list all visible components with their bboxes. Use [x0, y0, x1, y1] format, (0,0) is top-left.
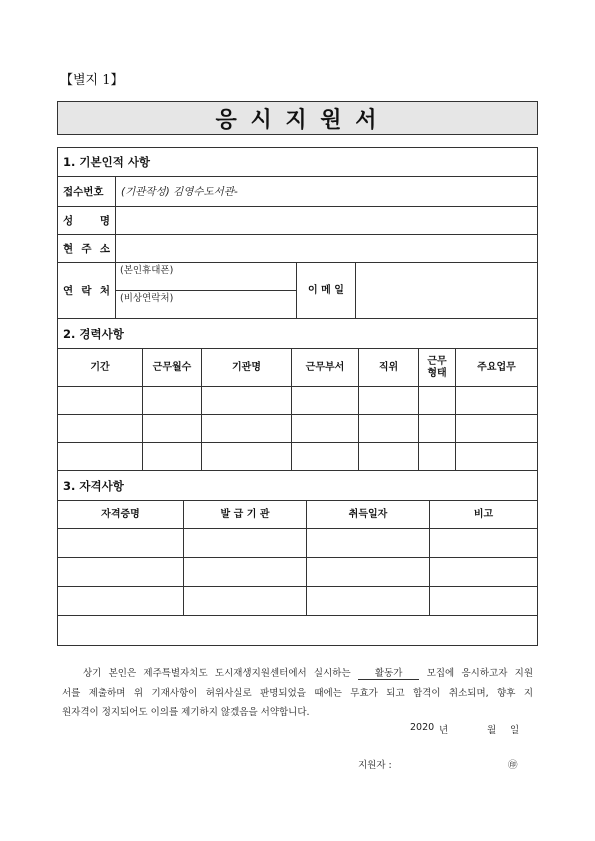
pledge-line-3: 원자격이 정지되어도 이의를 제기하지 않겠음을 서약합니다. — [62, 707, 310, 718]
email-value-cell — [356, 263, 538, 318]
emergency-contact-field — [116, 291, 296, 318]
qualification-row — [58, 558, 538, 587]
mobile-phone-field — [116, 263, 296, 291]
career-cell — [292, 415, 359, 442]
qualification-header-name-text: 자격증명 — [101, 508, 140, 520]
career-header-position-text: 직위 — [378, 361, 399, 373]
blank-row — [58, 616, 538, 646]
career-cell — [58, 443, 143, 470]
qualification-header-remarks — [430, 501, 538, 528]
career-cell — [419, 443, 456, 470]
qualification-cell — [184, 587, 307, 615]
career-cell — [359, 443, 419, 470]
career-header-employment-type — [419, 349, 456, 386]
email-label-cell — [297, 263, 356, 318]
qualification-cell — [430, 558, 538, 586]
qualification-cell — [307, 587, 430, 615]
career-cell — [143, 443, 202, 470]
applicant-label: 지원자 : — [358, 760, 392, 771]
application-form-table — [57, 147, 538, 646]
qualification-header-date — [307, 501, 430, 528]
date-day-unit: 일 — [510, 725, 520, 736]
qualification-header-date-text: 취득일자 — [348, 508, 388, 520]
career-cell — [359, 387, 419, 414]
activity-name: 활동가 — [374, 668, 403, 679]
name-label-cell — [58, 207, 116, 234]
career-cell — [143, 387, 202, 414]
qualification-cell — [430, 529, 538, 557]
career-header-period — [58, 349, 143, 386]
qualification-header-issuer — [184, 501, 307, 528]
career-header-department-text: 근무부서 — [305, 361, 345, 373]
date-year-unit: 년 — [439, 725, 449, 736]
career-cell — [456, 387, 538, 414]
name-row — [58, 207, 538, 235]
qualification-cell — [58, 587, 184, 615]
date-year: 2020 — [410, 722, 435, 733]
receipt-label: 접수번호 — [63, 186, 104, 198]
address-label-cell — [58, 235, 116, 262]
career-header-duties-text: 주요업무 — [477, 361, 516, 373]
career-header-months — [143, 349, 202, 386]
career-header-department — [292, 349, 359, 386]
receipt-row — [58, 177, 538, 207]
section2-heading-row — [58, 319, 538, 349]
qualification-cell — [58, 558, 184, 586]
career-row — [58, 443, 538, 471]
address-label: 현 주 소 — [63, 243, 110, 255]
qualification-cell — [430, 587, 538, 615]
activity-blank — [358, 668, 420, 680]
qualification-cell — [184, 558, 307, 586]
pledge-paragraph — [62, 664, 533, 723]
career-cell — [143, 415, 202, 442]
receipt-value: (기관작성) 김영수도서관- — [116, 177, 538, 206]
pledge-line-2: 서를 제출하며 위 기재사항이 허위사실로 판명되었을 때에는 무효가 되고 합격이 취소되며, 향후 지 — [62, 687, 533, 699]
career-cell — [292, 443, 359, 470]
contact-label-cell — [58, 263, 116, 318]
qualification-row — [58, 529, 538, 558]
career-cell — [202, 387, 292, 414]
career-header-period-text: 기간 — [90, 361, 110, 373]
qualification-header-row — [58, 501, 538, 529]
career-cell — [456, 415, 538, 442]
career-cell — [202, 443, 292, 470]
name-value-cell — [116, 207, 538, 234]
career-cell — [58, 415, 143, 442]
pledge-line-1-after: 모집에 응시하고자 지원 — [426, 668, 533, 679]
qualification-cell — [307, 558, 430, 586]
section3-heading: 3. 자격사항 — [58, 471, 538, 500]
career-cell — [292, 387, 359, 414]
qualification-header-issuer-text: 발 급 기 관 — [220, 508, 270, 520]
section2-heading: 2. 경력사항 — [58, 319, 538, 348]
career-header-row — [58, 349, 538, 387]
receipt-label-cell — [58, 177, 116, 206]
career-header-position — [359, 349, 419, 386]
pledge-line-1 — [62, 664, 533, 684]
career-cell — [58, 387, 143, 414]
mobile-phone-label: (본인휴대폰) — [120, 265, 174, 276]
emergency-contact-label: (비상연락처) — [120, 292, 174, 304]
email-label: 이 메 일 — [308, 284, 344, 296]
career-cell — [202, 415, 292, 442]
contact-row — [58, 263, 538, 319]
name-label: 성 명 — [63, 215, 110, 227]
section1-heading-row — [58, 148, 538, 177]
qualification-row — [58, 587, 538, 616]
career-row — [58, 415, 538, 443]
career-cell — [419, 415, 456, 442]
career-header-months-text: 근무월수 — [152, 361, 192, 373]
career-header-organization-text: 기관명 — [232, 361, 261, 373]
pledge-line-1-before: 상기 본인은 제주특별자치도 도시재생지원센터에서 실시하는 — [83, 668, 351, 679]
qualification-cell — [58, 529, 184, 557]
date-month-unit: 월 — [487, 725, 497, 736]
annex-label: 【별지 1】 — [60, 73, 124, 88]
career-cell — [456, 443, 538, 470]
address-value-cell — [116, 235, 538, 262]
career-row — [58, 387, 538, 415]
career-cell — [359, 415, 419, 442]
qualification-header-name — [58, 501, 184, 528]
title-box — [57, 101, 538, 135]
form-title: 응 시 지 원 서 — [215, 107, 380, 133]
section3-heading-row — [58, 471, 538, 501]
career-header-employment-type-text: 근무 형태 — [427, 356, 447, 379]
career-header-duties — [456, 349, 538, 386]
career-cell — [419, 387, 456, 414]
qualification-header-remarks-text: 비고 — [473, 508, 494, 520]
career-header-organization — [202, 349, 292, 386]
seal-icon: ㊞ — [508, 760, 518, 771]
contact-label: 연 락 처 — [63, 285, 110, 297]
phone-cell — [116, 263, 297, 318]
address-row — [58, 235, 538, 263]
qualification-cell — [307, 529, 430, 557]
section1-heading: 1. 기본인적 사항 — [58, 148, 538, 176]
blank-cell — [58, 616, 538, 645]
qualification-cell — [184, 529, 307, 557]
